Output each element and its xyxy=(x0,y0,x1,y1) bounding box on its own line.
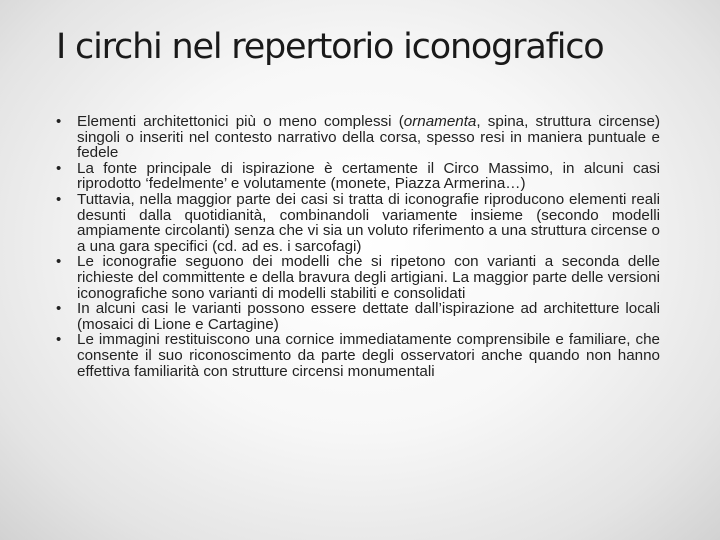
bullet-text xyxy=(77,300,660,333)
bullet-marker: • xyxy=(56,300,62,318)
bullet-text xyxy=(77,253,660,301)
bullet-item xyxy=(54,114,660,161)
bullet-item xyxy=(54,161,660,192)
bullet-text xyxy=(77,113,660,161)
bullet-item xyxy=(54,332,660,379)
bullet-text-segment: La fonte principale di ispirazione è certamente il Circo Massimo, in alcuni casi riprodotto ‘fedelmente’ e volutamente (monete, Piazza Armerina…) xyxy=(77,159,660,193)
bullet-marker: • xyxy=(56,113,62,130)
bullet-list xyxy=(54,114,660,379)
bullet-marker: • xyxy=(56,190,62,208)
slide-title: I circhi nel repertorio iconografico xyxy=(56,27,604,67)
bullet-marker: • xyxy=(56,253,62,271)
bullet-marker: • xyxy=(56,159,62,177)
bullet-text-segment: In alcuni casi le varianti possono essere dettate dall’ispirazione ad architetture locali (mosaici di Lione e Cartagine) xyxy=(77,300,660,333)
bullet-marker: • xyxy=(56,331,62,349)
bullet-item xyxy=(54,192,660,254)
bullet-text-segment: Tuttavia, nella maggior parte dei casi si tratta di iconografie riproducono elementi reali desunti dalla quotidianità, combinandoli variamente insieme (secondo modelli ampiamente circolanti) senza che vi sia un voluto riferimento a una struttura circense o a una gara specifici (cd. ad es. i sarcofagi) xyxy=(77,190,660,255)
bullet-text-italic: ornamenta xyxy=(403,113,477,130)
bullet-text xyxy=(77,331,660,379)
bullet-text-segment: Le immagini restituiscono una cornice immediatamente comprensibile e familiare, che consente il suo riconoscimento da parte degli osservatori anche quando non hanno effettiva familiarità con strutture circensi monumentali xyxy=(77,331,660,380)
bullet-text-segment: Le iconografie seguono dei modelli che si ripetono con varianti a seconda delle richieste del committente e della bravura degli artigiani. La maggior parte delle versioni iconografiche sono varianti di modelli stabiliti e consolidati xyxy=(77,253,660,302)
bullet-item xyxy=(54,301,660,332)
bullet-text-segment: , spina, struttura circense) singoli o inseriti nel contesto narrativo della corsa, spesso resi in maniera puntuale e fedele xyxy=(77,113,660,162)
bullet-item xyxy=(54,254,660,301)
bullet-text-segment: Elementi architettonici più o meno complessi ( xyxy=(77,113,404,130)
bullet-text xyxy=(77,160,660,193)
bullet-text xyxy=(77,191,660,255)
